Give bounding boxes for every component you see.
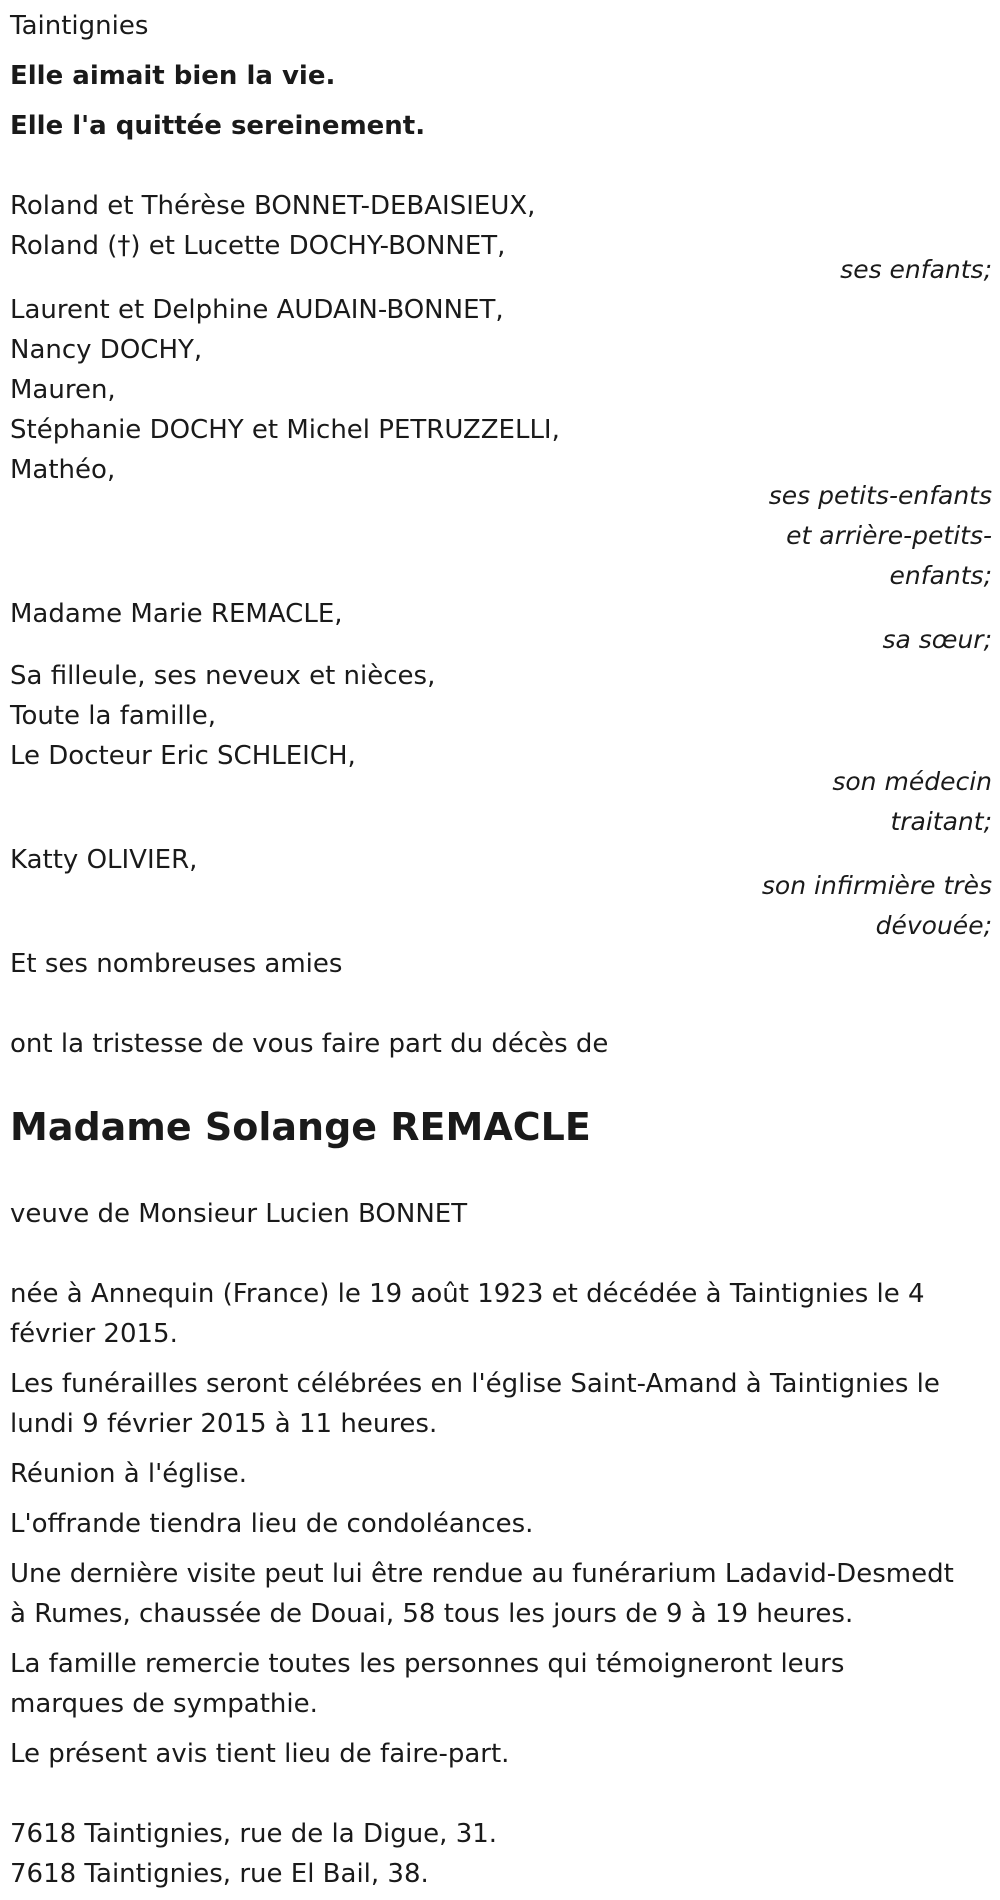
detail-11: Le présent avis tient lieu de faire-part. (10, 1739, 510, 1769)
sister-role: sa sœur; (882, 625, 992, 654)
child-1: Roland et Thérèse BONNET-DEBAISIEUX, (10, 191, 536, 221)
other-2: Toute la famille, (10, 701, 217, 731)
epitaph-line-1: Elle aimait bien la vie. (10, 61, 336, 91)
address-2: 7618 Taintignies, rue El Bail, 38. (10, 1859, 429, 1889)
nurse-role-2: dévouée; (875, 911, 992, 940)
detail-5: Réunion à l'église. (10, 1459, 248, 1489)
grandchild-3: Mauren, (10, 375, 116, 405)
grandchild-1: Laurent et Delphine AUDAIN-BONNET, (10, 295, 504, 325)
grandchildren-role-3: enfants; (889, 561, 992, 590)
announcement: ont la tristesse de vous faire part du décès de (10, 1029, 609, 1059)
epitaph-line-2: Elle l'a quittée sereinement. (10, 111, 426, 141)
grandchild-5: Mathéo, (10, 455, 116, 485)
widow-of: veuve de Monsieur Lucien BONNET (10, 1199, 468, 1229)
other-1: Sa filleule, ses neveux et nièces, (10, 661, 436, 691)
detail-3: Les funérailles seront célébrées en l'église Saint-Amand à Taintignies le (10, 1369, 940, 1399)
detail-6: L'offrande tiendra lieu de condoléances. (10, 1509, 534, 1539)
nurse-role-1: son infirmière très (761, 871, 992, 900)
nurse: Katty OLIVIER, (10, 845, 198, 875)
detail-9: La famille remercie toutes les personnes qui témoigneront leurs (10, 1649, 845, 1679)
child-2: Roland (†) et Lucette DOCHY-BONNET, (10, 231, 506, 261)
deceased-name: Madame Solange REMACLE (10, 1105, 591, 1149)
grandchild-4: Stéphanie DOCHY et Michel PETRUZZELLI, (10, 415, 560, 445)
location: Taintignies (10, 11, 149, 41)
children-role: ses enfants; (840, 255, 992, 284)
grandchildren-role-1: ses petits-enfants (768, 481, 992, 510)
address-1: 7618 Taintignies, rue de la Digue, 31. (10, 1819, 498, 1849)
detail-1: née à Annequin (France) le 19 août 1923 et décédée à Taintignies le 4 (10, 1279, 925, 1309)
sister: Madame Marie REMACLE, (10, 599, 343, 629)
detail-8: à Rumes, chaussée de Douai, 58 tous les jours de 9 à 19 heures. (10, 1599, 854, 1629)
doctor-role-2: traitant; (890, 807, 992, 836)
friends: Et ses nombreuses amies (10, 949, 343, 979)
other-3: Le Docteur Eric SCHLEICH, (10, 741, 356, 771)
detail-4: lundi 9 février 2015 à 11 heures. (10, 1409, 438, 1439)
grandchildren-role-2: et arrière-petits- (786, 521, 992, 550)
detail-10: marques de sympathie. (10, 1689, 318, 1719)
detail-2: février 2015. (10, 1319, 178, 1349)
doctor-role-1: son médecin (832, 767, 992, 796)
detail-7: Une dernière visite peut lui être rendue au funérarium Ladavid-Desmedt (10, 1559, 954, 1589)
grandchild-2: Nancy DOCHY, (10, 335, 203, 365)
